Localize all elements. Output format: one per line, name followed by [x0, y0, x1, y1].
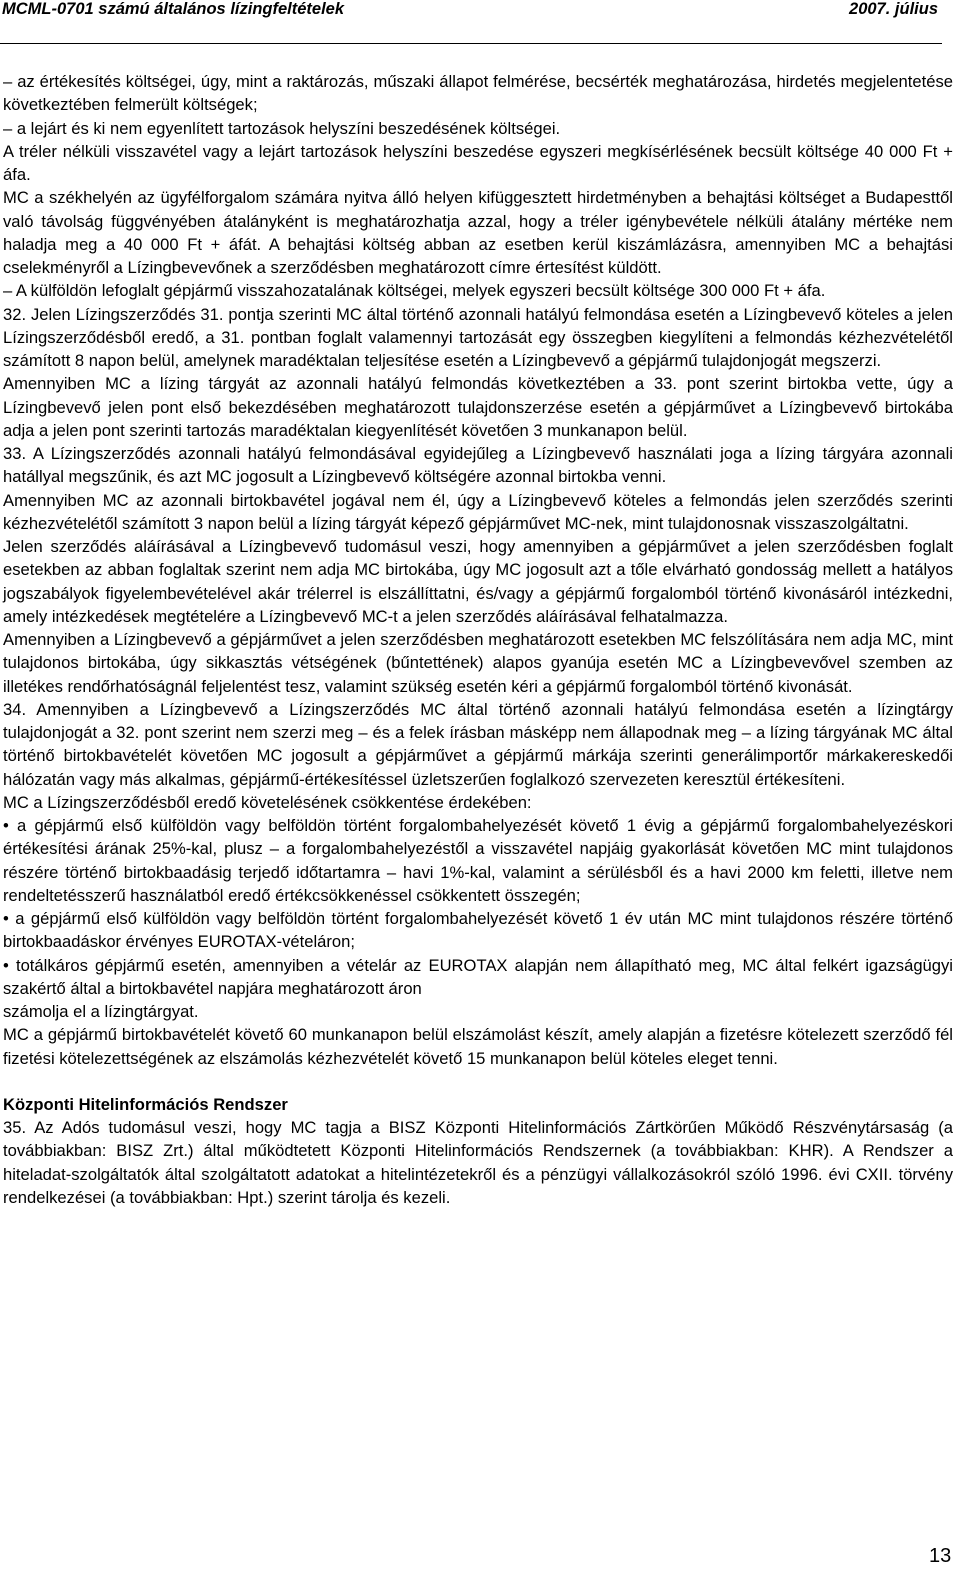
body-paragraph: számolja el a lízingtárgyat. — [3, 1002, 199, 1021]
page-number: 13 — [929, 1545, 952, 1567]
body-paragraph: Amennyiben MC az azonnali birtokbavétel jogával nem él, úgy a Lízingbevevő köteles a felmondás jelen szerződés szerinti kézhezvételétől számított 3 napon belül a lízing tárgyát képező gépjárművet MC-nek, mint tulajdonosnak visszaszolgáltatni. — [3, 490, 953, 533]
body-paragraph: • a gépjármű első külföldön vagy belföldön történt forgalombahelyezését követő 1 év után MC mint tulajdonos részére történő birtokbaadáskor érvényes EUROTAX-vételáron; — [3, 909, 953, 952]
header-divider — [0, 43, 942, 44]
body-paragraph: – az értékesítés költségei, úgy, mint a raktározás, műszaki állapot felmérése, becsérték meghatározása, hirdetés megjelentetése következtében felmerült költségek; — [3, 72, 953, 115]
body-paragraph: 33. A Lízingszerződés azonnali hatályú felmondásával egyidejűleg a Lízingbevevő használati joga a lízing tárgyára azonnali hatállyal megszűnik, és azt MC jogosult a Lízingbevevő költségére azonnal birtokba venni. — [3, 444, 953, 487]
body-paragraph: 35. Az Adós tudomásul veszi, hogy MC tagja a BISZ Központi Hitelinformációs Zártkörűen Működő Részvénytársaság (a továbbiakban: BISZ Zrt.) által működtetett Központi Hitelinformációs Rendszernek (a továbbiakban: KHR). A Rendszer a hiteladat-szolgáltatók által szolgáltatott adatokat a hitelintézetekről és a pénzügyi vállalkozásokról szóló 1996. évi CXII. törvény rendelkezései (a továbbiakban: Hpt.) szerint tárolja és kezeli. — [3, 1118, 953, 1207]
body-paragraph: • totálkáros gépjármű esetén, amennyiben a vételár az EUROTAX alapján nem állapítható meg, MC által felkért igazságügyi szakértő által a birtokbavétel napjára meghatározott áron — [3, 955, 953, 998]
paragraph-spacer — [3, 1070, 953, 1093]
body-paragraph: – a lejárt és ki nem egyenlített tartozások helyszíni beszedésének költségei. — [3, 118, 561, 138]
body-paragraph: 32. Jelen Lízingszerződés 31. pontja szerinti MC által történő azonnali hatályú felmondása esetén a Lízingbevevő köteles a jelen Lízingszerződésből eredő, a 31. pontban foglalt valamennyi tartozását egy összegben kiegylíteni a felmondás kézhezvételétől számított 8 napon belül, amelynek maradéktalan teljesítése esetén a Lízingbevevő a gépjármű tulajdonjogát megszerzi. — [3, 304, 953, 370]
body-paragraph: 34. Amennyiben a Lízingbevevő a Lízingszerződés MC által történő azonnali hatályú felmondása esetén a lízingtárgy tulajdonjogát a 32. pont szerint nem szerzi meg – és a felek írásban másképp nem állapodnak meg – a lízing tárgyának MC által történő birtokbavételét követően MC jogosult a gépjárművet a gépjármű márkája szerinti generálimportőr márkakereskedői hálózatán vagy más alkalmas, gépjármű-értékesítéssel üzletszerűen foglalkozó szervezeten keresztül értékesíteni. — [3, 699, 953, 789]
body-paragraph: – A külföldön lefoglalt gépjármű visszahozatalának költségei, melyek egyszeri becsült költsége 300 000 Ft + áfa. — [3, 281, 826, 301]
document-title: MCML-0701 számú általános lízingfeltételek — [2, 0, 345, 18]
body-paragraph: Amennyiben a Lízingbevevő a gépjárművet a jelen szerződésben meghatározott esetekben MC felszólítására nem adja MC, mint tulajdonos birtokába, úgy sikkasztás vétségének (bűntettének) alapos gyanúja esetén MC a Lízingbevevővel szemben az illetékes rendőrhatóságnál feljelentést tesz, valamint szükség esetén kéri a gépjármű forgalomból történő kivonását. — [3, 630, 953, 696]
page-header — [2, 0, 938, 24]
document-body — [3, 70, 953, 1209]
body-paragraph: MC a gépjármű birtokbavételét követő 60 munkanapon belül elszámolást készít, amely alapján a fizetésre kötelezett szerződő fél fizetési kötelezettségének az elszámolás kézhezvételét követő 15 munkanapon belül köteles eleget tenni. — [3, 1025, 953, 1068]
body-paragraph: Jelen szerződés aláírásával a Lízingbevevő tudomásul veszi, hogy amennyiben a gépjárművet a jelen szerződésben foglalt esetekben az abban foglaltak szerint nem adja MC birtokába, úgy MC jogosult azt a tőle elvárható gondosság mellett a hatályos jogszabályok figyelembevételével akár trélerrel is elszállíttatni, és/vagy a gépjármű forgalomból történő kivonásáról intézkedni, amely intézkedések megtételére a Lízingbevevő MC-t a jelen szerződés aláírásával felhatalmazza. — [3, 537, 953, 626]
section-heading: Központi Hitelinformációs Rendszer — [3, 1094, 288, 1114]
body-paragraph: A tréler nélküli visszavétel vagy a lejárt tartozások helyszíni beszedése egyszeri megkísérlésének becsült költsége 40 000 Ft + áfa. — [3, 141, 953, 184]
body-paragraph: MC a székhelyén az ügyfélforgalom számára nyitva álló helyen kifüggesztett hirdetményben a behajtási költséget a Budapesttől való távolság függvényében átalányként is meghatározhatja azzal, hogy a tréler igénybevétele nélküli átalány mértéke nem haladja meg a 40 000 Ft + áfát. A behajtási költség abban az esetben kerül kiszámlázásra, amennyiben MC a behajtási cselekményről a Lízingbevevőnek a szerződésben meghatározott címre értesítést küldött. — [3, 188, 953, 277]
body-paragraph: Amennyiben MC a lízing tárgyát az azonnali hatályú felmondás következtében a 33. pont szerint birtokba vette, úgy a Lízingbevevő jelen pont első bekezdésében meghatározott tulajdonszerzése esetén a gépjárművet a Lízingbevevő birtokába adja a jelen pont szerinti tartozás maradéktalan kiegyenlítését követően 3 munkanapon belül. — [3, 374, 953, 440]
document-date: 2007. július — [849, 0, 938, 18]
body-paragraph: • a gépjármű első külföldön vagy belföldön történt forgalombahelyezését követő 1 évig a gépjármű forgalombahelyezéskori értékesítési árának 25%-kal, plusz – a forgalombahelyezéstől a visszavétel napjáig gyakorlását követően MC mint tulajdonos részére történő birtokbaadásig terjedő időtartamra – havi 1%-kal, valamint a sérülésből és a havi 2000 km feletti, illetve nem rendeltetésszerű használatból eredő értékcsökkenéssel csökkentett összegén; — [3, 816, 953, 905]
body-paragraph: MC a Lízingszerződésből eredő követelésének csökkentése érdekében: — [3, 792, 532, 812]
